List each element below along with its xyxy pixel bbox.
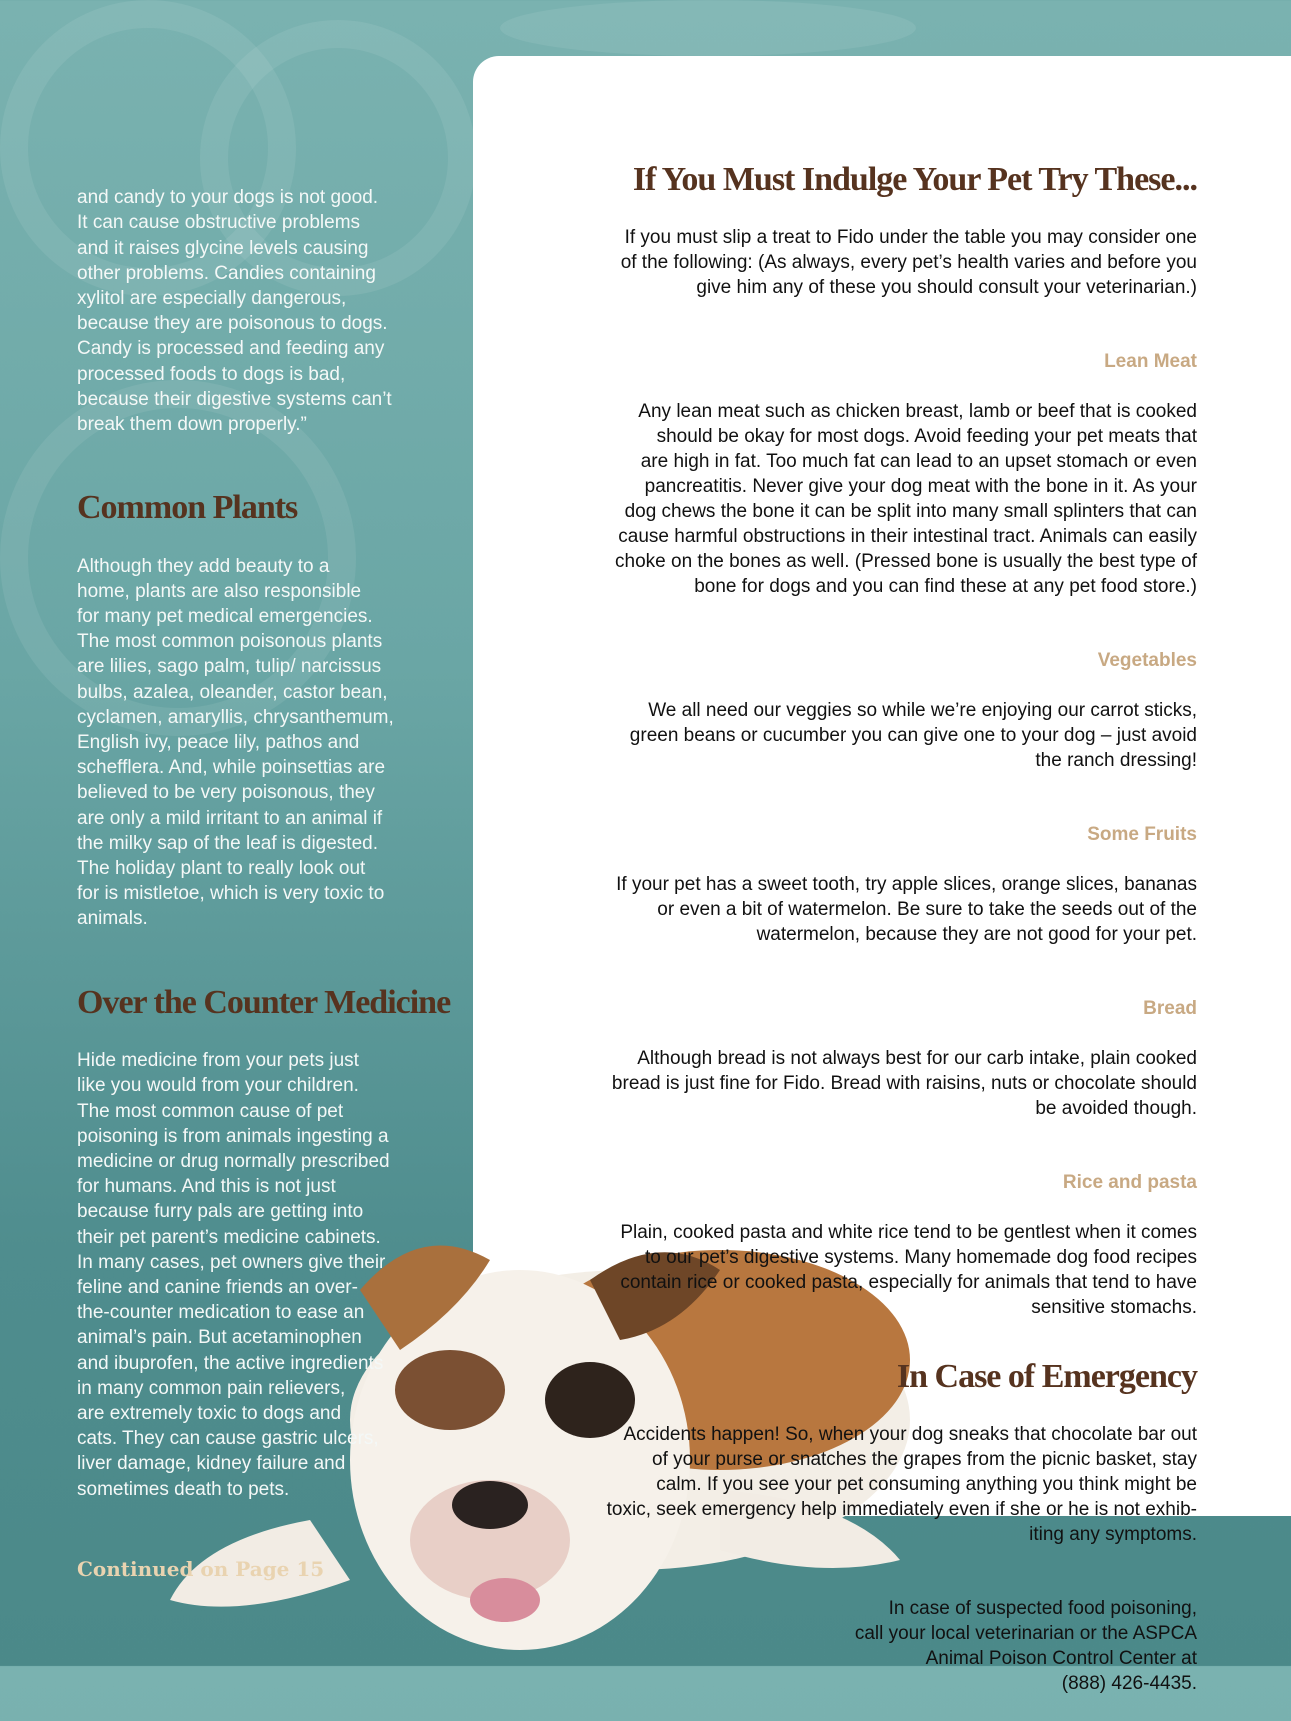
item-title-bread: Bread	[1143, 998, 1197, 1019]
item-title-vegetables: Vegetables	[1097, 650, 1197, 671]
decorative-swirl	[500, 0, 916, 56]
poison-control-info: In case of suspected food poisoning, call your local veterinarian or the ASPCA Animal Poison Control Center at (888) 426-4435.	[854, 1598, 1197, 1694]
item-title-rice-pasta: Rice and pasta	[1062, 1172, 1197, 1193]
common-plants-paragraph: Although they add beauty to a home, plants are also responsible for many pet medical emergencies. The most common poisonous plants are lilies, sago palm, tulip/ narcissus bulbs, azalea, oleander, castor bean, cyclamen, amaryllis, chrysanthemum, English ivy, peace lily, pathos and schefflera. And, while poinsettias are believed to be very poisonous, they are only a mild irritant to an animal if the milky sap of the leaf is digested. The holiday plant to really look out for is mistletoe, which is very toxic to animals.	[77, 555, 394, 930]
item-text-lean-meat: Any lean meat such as chicken breast, lamb or beef that is cooked should be okay for most dogs. Avoid feeding your pet meats that are high in fat. Too much fat can lead to an upset stomach or even pancreatitis. Never give your dog meat with the bone in it. As your dog chews the bone it can be split into many small splinters that can cause harmful obstructions in their intestinal tract. Animals can easily choke on the bones as well. (Pressed bone is usually the best type of bone for dogs and you can find these at any pet food store.)	[615, 401, 1197, 597]
item-text-vegetables: We all need our veggies so while we’re enjoying our carrot sticks, green beans or cucumber you can give one to your dog – just avoid the ranch dressing!	[629, 700, 1197, 771]
left-column	[77, 160, 451, 1607]
right-column	[477, 135, 1197, 1721]
indulge-heading: If You Must Indulge Your Pet Try These...	[632, 161, 1197, 198]
otc-medicine-paragraph: Hide medicine from your pets just like you would from your children. The most common cause of pet poisoning is from animals ingesting a medicine or drug normally prescribed for humans. And this is not just because furry pals are getting into their pet parent’s medicine cabinets. In many cases, pet owners give their feline and canine friends an over- the-counter medication to ease an animal’s pain. But acetaminophen and ibuprofen, the active ingredients in many common pain relievers, are extremely toxic to dogs and cats. They can cause gastric ulcers, liver damage, kidney failure and sometimes death to pets.	[77, 1050, 390, 1500]
item-text-bread: Although bread is not always best for our carb intake, plain cooked bread is just fine for Fido. Bread with raisins, nuts or chocolate should be avoided though.	[611, 1048, 1197, 1119]
common-plants-heading: Common Plants	[77, 489, 298, 527]
emergency-paragraph: Accidents happen! So, when your dog sneaks that chocolate bar out of your purse or snatches the grapes from the picnic basket, stay calm. If you see your pet consuming anything you think might be toxic, seek emergency help immediately even if she or he is not exhib- iting any symptoms.	[606, 1424, 1197, 1545]
emergency-heading: In Case of Emergency	[896, 1358, 1197, 1395]
candy-paragraph: and candy to your dogs is not good. It can cause obstructive problems and it raises glycine levels causing other problems. Candies containing xylitol are especially dangerous, because they are poisonous to dogs. Candy is processed and feeding any processed foods to dogs is bad, because their digestive systems can’t break them down properly.”	[77, 187, 392, 436]
item-title-fruits: Some Fruits	[1087, 824, 1197, 845]
item-text-fruits: If your pet has a sweet tooth, try apple slices, orange slices, bananas or even a bit of watermelon. Be sure to take the seeds out of the watermelon, because they are not good for your pet.	[616, 874, 1197, 945]
indulge-intro: If you must slip a treat to Fido under the table you may consider one of the following: (As always, every pet’s health varies and before you give him any of these you should consult your veterinarian.)	[620, 227, 1197, 298]
continued-link: Continued on Page 15	[77, 1556, 325, 1581]
item-title-lean-meat: Lean Meat	[1104, 351, 1197, 372]
otc-medicine-heading: Over the Counter Medicine	[77, 983, 451, 1021]
item-text-rice-pasta: Plain, cooked pasta and white rice tend to be gentlest when it comes to our pet’s digestive systems. Many homemade dog food recipes contain rice or cooked pasta, especially for animals that tend to have sensitive stomachs.	[620, 1222, 1197, 1318]
